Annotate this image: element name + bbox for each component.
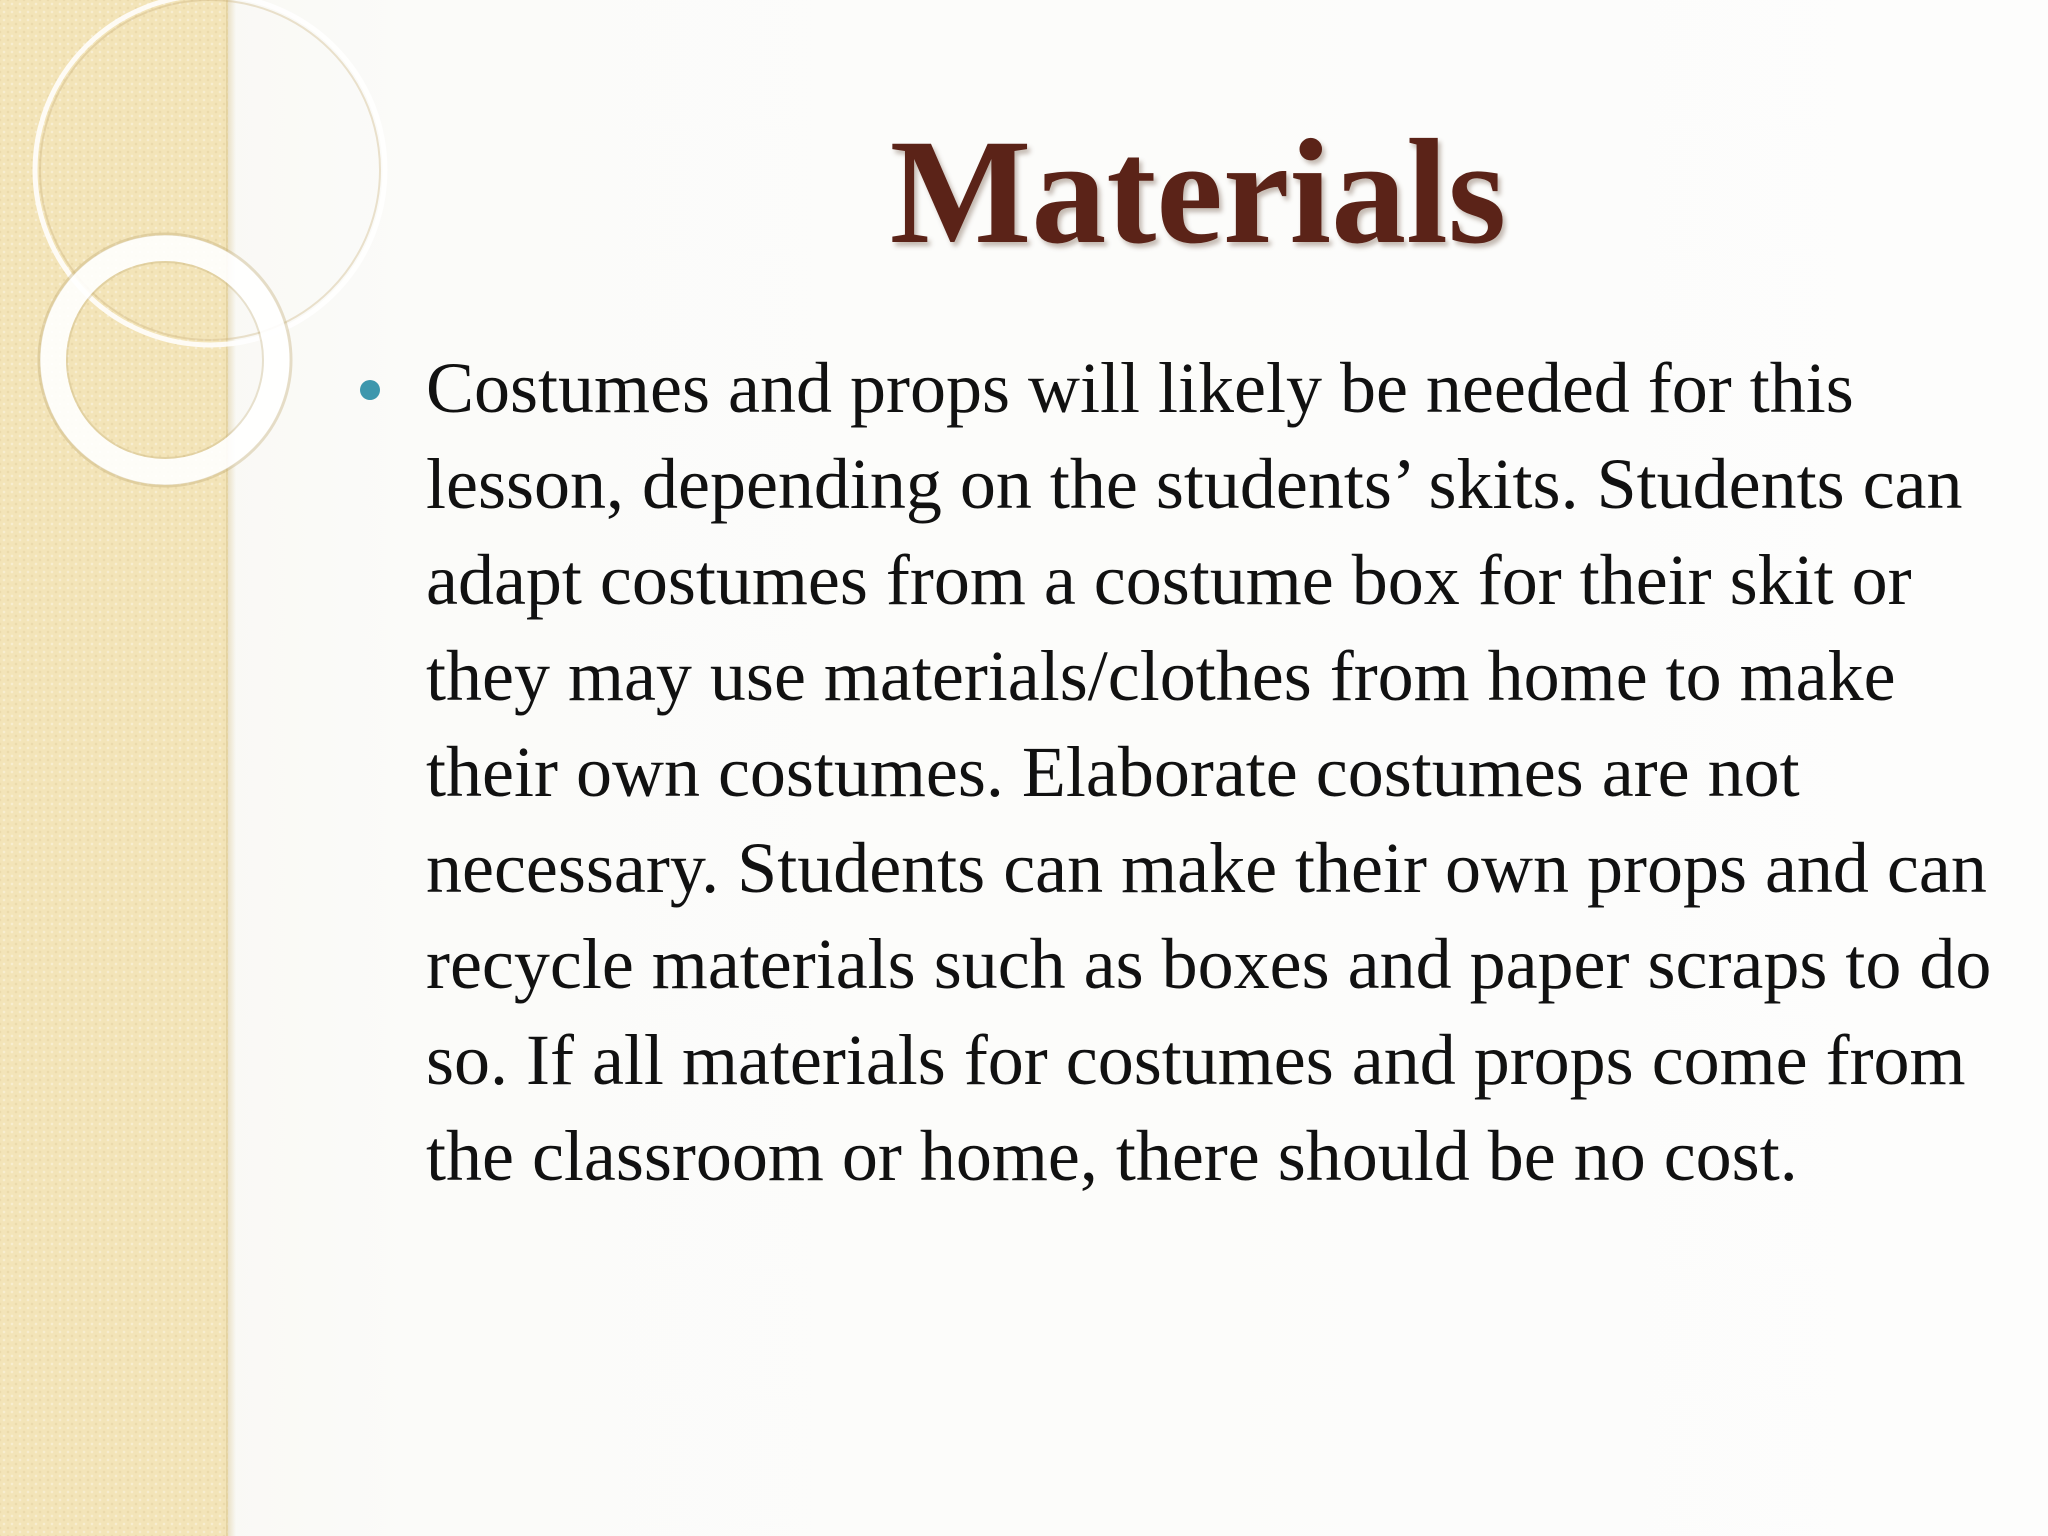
bullet-item [352,340,1992,1204]
slide-title: Materials [889,109,1507,275]
decorative-rings-icon [0,0,260,520]
slide-body [352,340,1992,1204]
bullet-text: Costumes and props will likely be needed for this lesson, depending on the students’ skits. Students can adapt costumes from a costume box for their skit or they may use materials/clothes from home to make their own costumes. Elaborate costumes are not necessary. Students can make their own props and can recycle materials such as boxes and paper scraps to do so. If all materials for costumes and props come from the classroom or home, there should be no cost. [426,348,1992,1196]
bullet-dot-icon [360,380,380,400]
